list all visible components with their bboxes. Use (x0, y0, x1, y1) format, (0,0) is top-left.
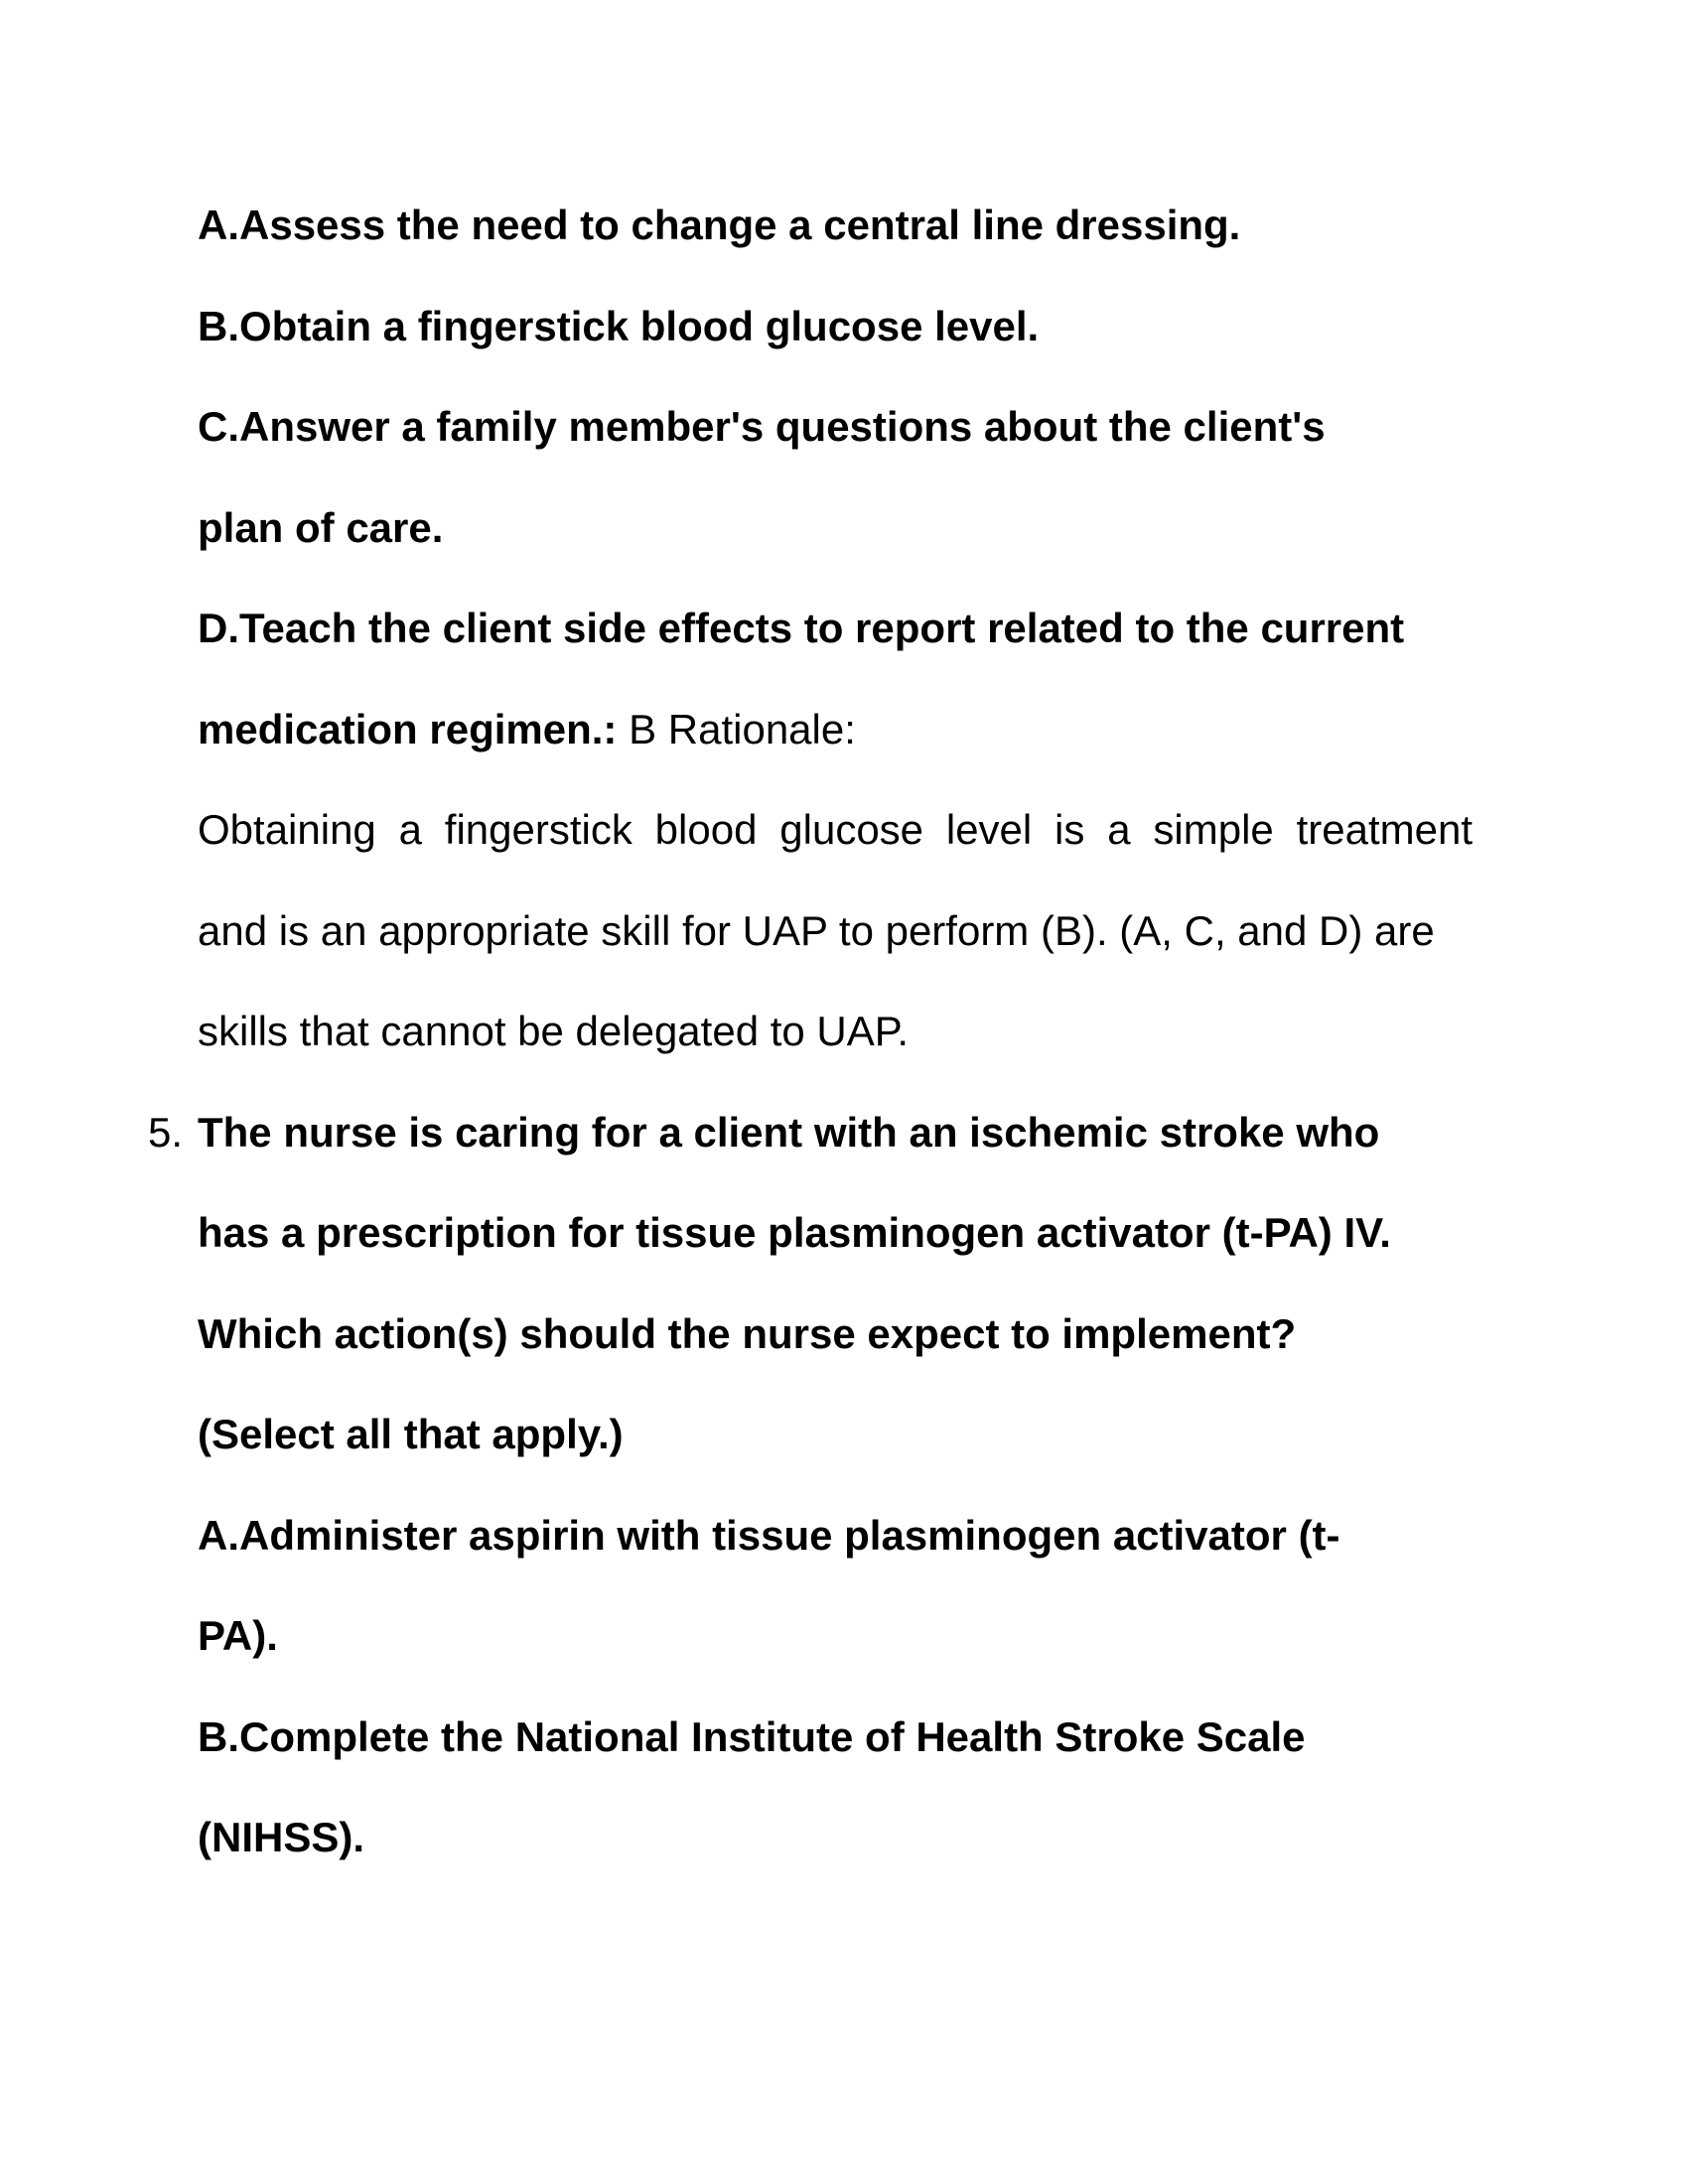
q5-option-a-cont: PA). (198, 1612, 278, 1659)
stem-line: (Select all that apply.) (198, 1411, 624, 1457)
answer-rationale-label: B Rationale: (617, 705, 856, 752)
option-d-answer-line (198, 679, 1473, 780)
option-b: B.Obtain a fingerstick blood glucose level. (198, 302, 1040, 349)
stem-line: has a prescription for tissue plasminogen activator (t-PA) IV. (198, 1209, 1391, 1256)
question-number: 5. (148, 1108, 184, 1156)
option-c: C.Answer a family member's questions about the client's (198, 403, 1326, 450)
option-a: A.Assess the need to change a central line dressing. (198, 202, 1241, 248)
rationale-line: and is an appropriate skill for UAP to perform (B). (A, C, and D) are (198, 906, 1435, 954)
q5-option-b-cont: (NIHSS). (198, 1814, 364, 1860)
document-page (148, 175, 1473, 1888)
stem-line: Which action(s) should the nurse expect to implement? (198, 1309, 1297, 1357)
q5-option-a: A.Administer aspirin with tissue plasminogen activator (t- (198, 1511, 1340, 1559)
option-d: D.Teach the client side effects to report related to the current (198, 605, 1405, 651)
question-5-stem (148, 1082, 1473, 1183)
option-c-cont: plan of care. (198, 503, 444, 551)
option-d-cont: medication regimen.: (198, 705, 618, 752)
stem-line: The nurse is caring for a client with an ischemic stroke who (198, 1108, 1380, 1156)
rationale-line: skills that cannot be delegated to UAP. (198, 1008, 910, 1054)
rationale-line: Obtaining a fingerstick blood glucose level is a simple treatment (198, 806, 1473, 853)
q5-option-b: B.Complete the National Institute of Health Stroke Scale (198, 1712, 1306, 1760)
